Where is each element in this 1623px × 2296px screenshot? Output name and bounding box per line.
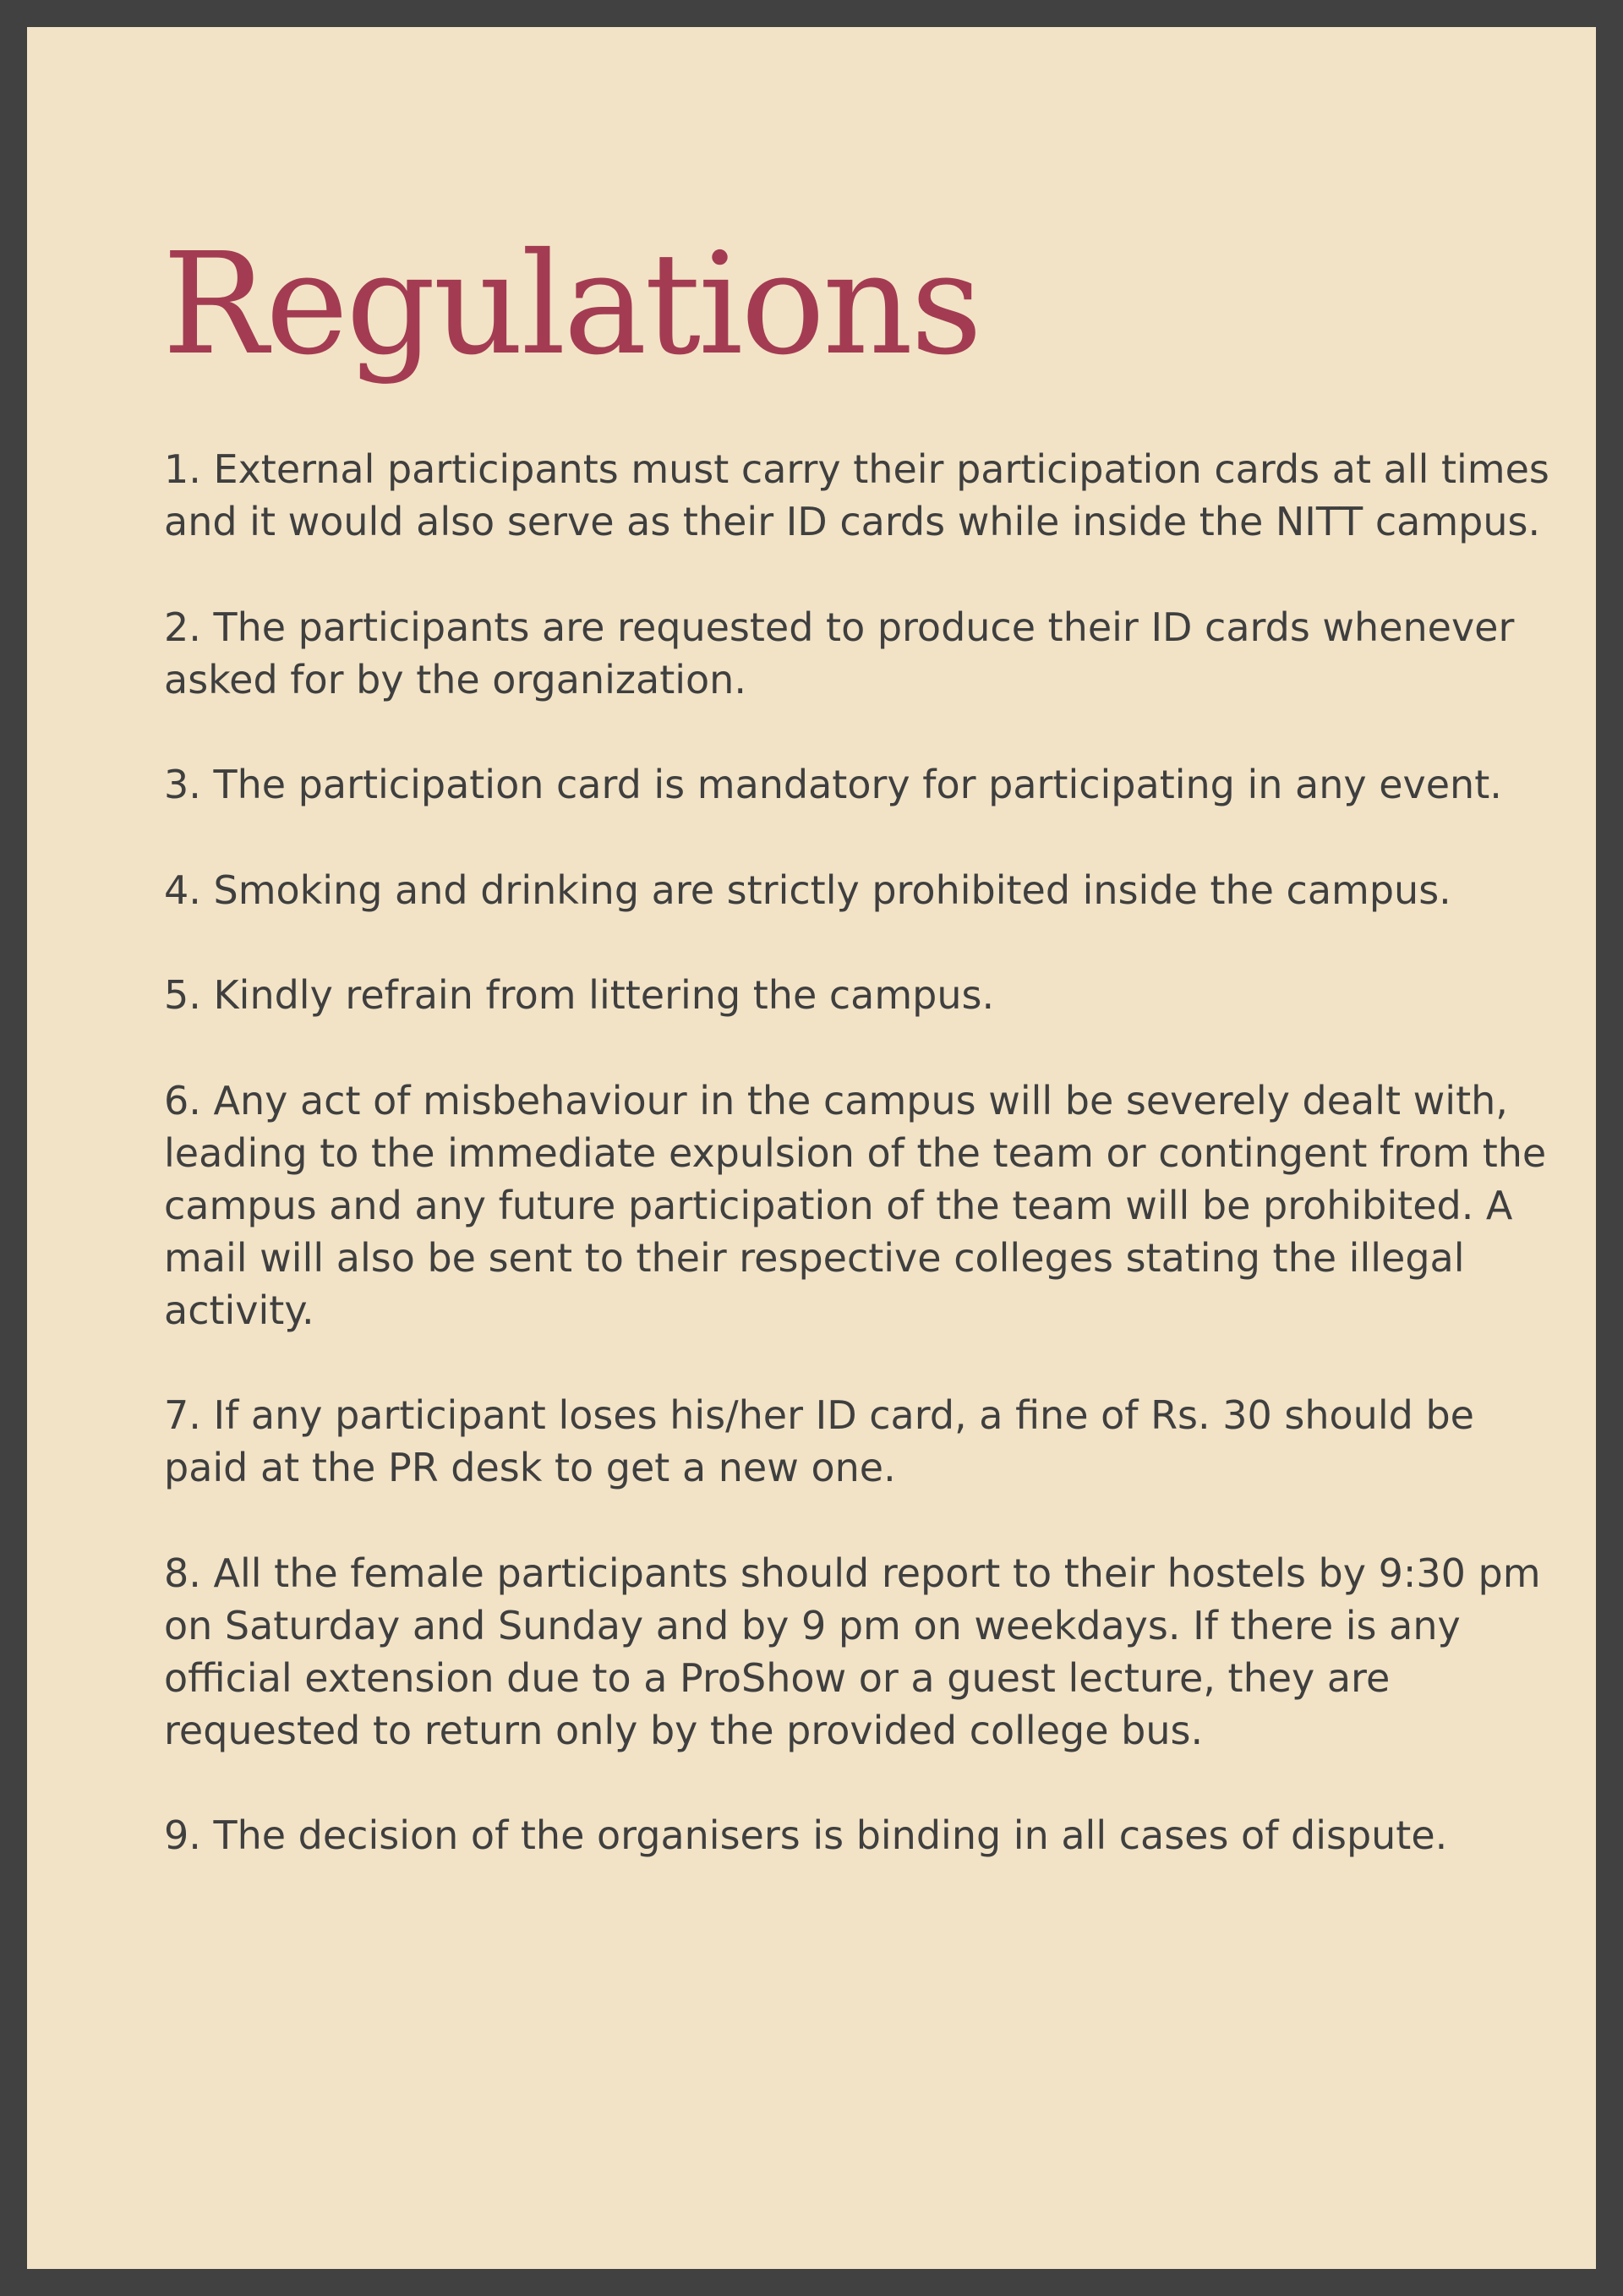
regulation-item: 5. Kindly refrain from littering the campus. (164, 972, 995, 1018)
regulation-item: 7. If any participant loses his/her ID card, a fine of Rs. 30 should be paid at the PR desk to get a new one. (164, 1392, 1474, 1490)
regulation-item: 1. External participants must carry their participation cards at all times and it would also serve as their ID cards while inside the NITT campus. (164, 446, 1549, 544)
regulation-item: 4. Smoking and drinking are strictly prohibited inside the campus. (164, 866, 1451, 913)
regulation-item: 2. The participants are requested to produce their ID cards whenever asked for by the organization. (164, 604, 1515, 702)
regulation-item: 6. Any act of misbehaviour in the campus will be severely dealt with, leading to the immediate expulsion of the team or contingent from the campus and any future participation of the team will be prohibited. A mail will also be sent to their respective colleges stating the illegal activity. (164, 1077, 1547, 1333)
regulation-item: 9. The decision of the organisers is binding in all cases of dispute. (164, 1812, 1448, 1858)
regulation-item: 8. All the female participants should report to their hostels by 9:30 pm on Saturday and Sunday and by 9 pm on weekdays. If there is any official extension due to a ProShow or a guest lecture, they are requested to return only by the provided college bus. (164, 1550, 1541, 1753)
page-title: Regulations (162, 223, 981, 386)
regulations-list (164, 443, 1567, 1915)
regulations-card (27, 27, 1596, 2269)
regulation-item: 3. The participation card is mandatory for participating in any event. (164, 762, 1502, 807)
